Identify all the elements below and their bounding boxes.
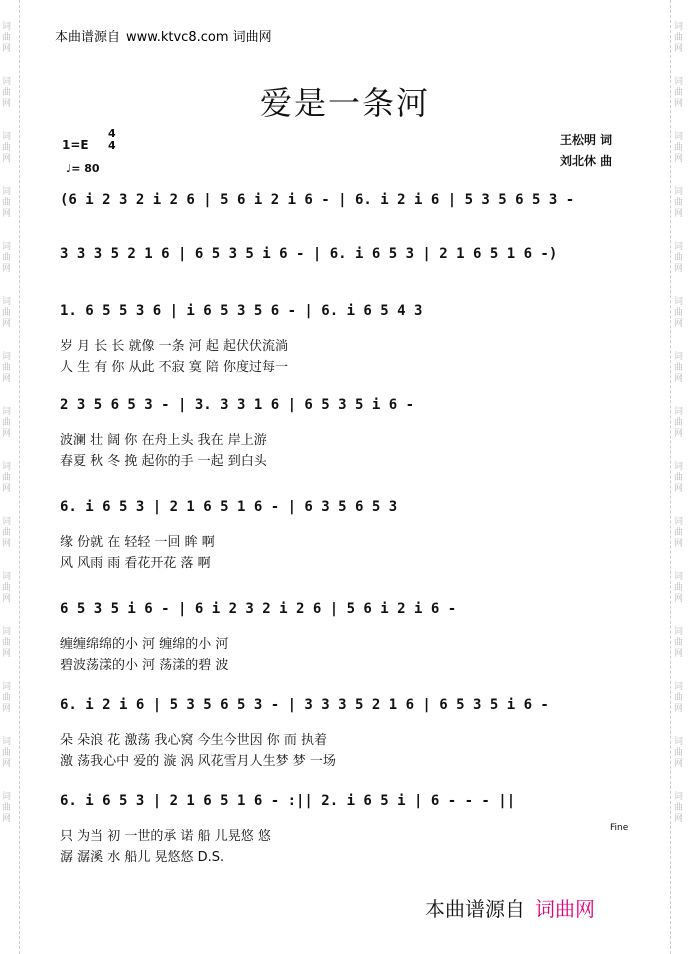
key-signature: 1=E xyxy=(62,138,89,152)
side-watermark-text xyxy=(2,792,16,825)
side-watermark-char: 词 xyxy=(2,77,12,87)
footer xyxy=(425,893,595,922)
tempo-marking: ♩= 80 xyxy=(66,162,100,175)
song-title: 爱是一条河 xyxy=(259,84,430,122)
side-watermark-char: 词 xyxy=(2,682,12,692)
side-watermark-char: 网 xyxy=(2,374,12,384)
left-watermark-strip xyxy=(2,0,20,954)
side-watermark-text xyxy=(2,297,16,330)
side-watermark-char: 网 xyxy=(674,814,684,824)
side-watermark-char: 词 xyxy=(674,187,684,197)
side-watermark-text xyxy=(674,627,688,660)
side-watermark-text xyxy=(674,242,688,275)
lyric-line-1: 缠缠绵绵的小 河 缠绵的小 河 xyxy=(60,637,229,652)
side-watermark-char: 词 xyxy=(674,737,684,747)
side-watermark-char: 词 xyxy=(674,627,684,637)
side-watermark-char: 曲 xyxy=(2,363,12,373)
side-watermark-char: 网 xyxy=(2,44,12,54)
side-watermark-char: 网 xyxy=(2,99,12,109)
side-watermark-char: 网 xyxy=(674,374,684,384)
side-watermark-text xyxy=(2,737,16,770)
side-watermark-char: 网 xyxy=(2,539,12,549)
side-watermark-char: 网 xyxy=(2,704,12,714)
side-watermark-char: 词 xyxy=(674,792,684,802)
side-watermark-char: 网 xyxy=(674,484,684,494)
side-watermark-char: 曲 xyxy=(674,363,684,373)
time-signature xyxy=(108,128,116,152)
side-watermark-text xyxy=(2,242,16,275)
side-watermark-text xyxy=(674,297,688,330)
side-watermark-char: 曲 xyxy=(2,693,12,703)
side-watermark-text xyxy=(2,352,16,385)
lyric-line-2: 人 生 有 你 从此 不寂 寞 陪 你度过每一 xyxy=(60,360,289,375)
footer-site-link[interactable]: 词曲网 xyxy=(535,897,595,921)
side-watermark-char: 曲 xyxy=(674,748,684,758)
side-watermark-char: 词 xyxy=(2,187,12,197)
side-watermark-char: 曲 xyxy=(2,473,12,483)
side-watermark-text xyxy=(674,22,688,55)
side-watermark-char: 词 xyxy=(2,22,12,32)
side-watermark-char: 词 xyxy=(674,352,684,362)
lyric-line-2: 潺 潺溪 水 船儿 晃悠悠 D.S. xyxy=(60,850,225,865)
side-watermark-char: 曲 xyxy=(674,418,684,428)
side-watermark-char: 网 xyxy=(674,44,684,54)
side-watermark-text xyxy=(674,737,688,770)
meter-bottom: 4 xyxy=(108,139,116,152)
side-watermark-text xyxy=(2,187,16,220)
side-watermark-text xyxy=(2,682,16,715)
lyric-line-1: 只 为当 初 一世的承 诺 船 儿晃悠 悠 xyxy=(60,829,271,844)
lyric-line-1: 缘 份就 在 轻轻 一回 眸 啊 xyxy=(60,535,215,550)
side-watermark-char: 曲 xyxy=(674,638,684,648)
side-watermark-char: 词 xyxy=(674,132,684,142)
side-watermark-char: 网 xyxy=(674,649,684,659)
side-watermark-char: 曲 xyxy=(2,143,12,153)
side-watermark-char: 词 xyxy=(2,462,12,472)
side-watermark-char: 词 xyxy=(2,242,12,252)
side-watermark-char: 网 xyxy=(674,99,684,109)
staff-notes: 1. 6 5 5 3 6 | i 6 5 3 5 6 - | 6. i 6 5 4 3 xyxy=(60,303,423,319)
side-watermark-char: 曲 xyxy=(2,308,12,318)
side-watermark-char: 网 xyxy=(674,704,684,714)
side-watermark-text xyxy=(2,462,16,495)
side-watermark-text xyxy=(674,132,688,165)
side-watermark-char: 网 xyxy=(2,429,12,439)
header xyxy=(55,26,272,45)
side-watermark-char: 曲 xyxy=(2,198,12,208)
side-watermark-char: 词 xyxy=(674,77,684,87)
side-watermark-char: 曲 xyxy=(674,88,684,98)
staff-notes: 3 3 3 5 2 1 6 | 6 5 3 5 i 6 - | 6. i 6 5 3 | 2 1 6 5 1 6 -) xyxy=(60,246,558,262)
side-watermark-char: 曲 xyxy=(674,308,684,318)
side-watermark-char: 词 xyxy=(674,297,684,307)
side-watermark-char: 词 xyxy=(2,407,12,417)
side-watermark-char: 网 xyxy=(2,594,12,604)
side-watermark-char: 词 xyxy=(2,297,12,307)
lyric-line-1: 波澜 壮 阔 你 在舟上头 我在 岸上游 xyxy=(60,433,267,448)
lyric-line-2: 激 荡我心中 爱的 漩 涡 风花雪月人生梦 梦 一场 xyxy=(60,754,336,769)
header-site[interactable]: www.ktvc8.com 词曲网 xyxy=(126,30,272,45)
staff-notes: (6 i 2 3 2 i 2 6 | 5 6 i 2 i 6 - | 6. i 2 i 6 | 5 3 5 6 5 3 - xyxy=(60,192,575,208)
side-watermark-char: 词 xyxy=(674,682,684,692)
side-watermark-char: 网 xyxy=(2,319,12,329)
staff-notes: 6. i 2 i 6 | 5 3 5 6 5 3 - | 3 3 3 5 2 1 6 | 6 5 3 5 i 6 - xyxy=(60,697,549,713)
side-watermark-char: 曲 xyxy=(2,803,12,813)
credits xyxy=(560,130,612,172)
side-watermark-char: 词 xyxy=(2,737,12,747)
side-watermark-text xyxy=(2,517,16,550)
side-watermark-char: 词 xyxy=(2,517,12,527)
side-watermark-char: 网 xyxy=(674,319,684,329)
side-watermark-char: 曲 xyxy=(2,638,12,648)
lyric-line-1: 朵 朵浪 花 激荡 我心窝 今生今世因 你 而 执着 xyxy=(60,733,328,748)
lyric-line-2: 风 风雨 雨 看花开花 落 啊 xyxy=(60,556,211,571)
side-watermark-char: 曲 xyxy=(674,693,684,703)
side-watermark-char: 曲 xyxy=(2,33,12,43)
lyricist-credit: 王松明 词 xyxy=(560,133,613,147)
side-watermark-char: 网 xyxy=(2,484,12,494)
side-watermark-text xyxy=(674,352,688,385)
side-watermark-text xyxy=(2,407,16,440)
lyric-line-2: 春夏 秋 冬 挽 起你的手 一起 到白头 xyxy=(60,454,267,469)
side-watermark-text xyxy=(674,517,688,550)
side-watermark-char: 网 xyxy=(2,264,12,274)
fine-marking: Fine xyxy=(610,823,629,833)
staff-notes: 2 3 5 6 5 3 - | 3. 3 3 1 6 | 6 5 3 5 i 6 - xyxy=(60,397,415,413)
side-watermark-char: 网 xyxy=(674,154,684,164)
staff-notes: 6. i 6 5 3 | 2 1 6 5 1 6 - :|| 2. i 6 5 i | 6 - - - || xyxy=(60,793,516,809)
side-watermark-char: 曲 xyxy=(674,143,684,153)
right-watermark-strip xyxy=(670,0,688,954)
meter-top: 4 xyxy=(108,127,116,140)
side-watermark-text xyxy=(2,132,16,165)
side-watermark-char: 词 xyxy=(2,572,12,582)
side-watermark-char: 曲 xyxy=(2,253,12,263)
side-watermark-text xyxy=(2,22,16,55)
side-watermark-char: 网 xyxy=(674,429,684,439)
side-watermark-text xyxy=(674,407,688,440)
side-watermark-char: 曲 xyxy=(674,473,684,483)
side-watermark-char: 网 xyxy=(674,539,684,549)
composer-credit: 刘北休 曲 xyxy=(560,154,613,168)
side-watermark-text xyxy=(674,572,688,605)
side-watermark-text xyxy=(2,627,16,660)
footer-text: 本曲谱源自 xyxy=(425,897,525,921)
side-watermark-char: 曲 xyxy=(674,198,684,208)
side-watermark-text xyxy=(674,462,688,495)
side-watermark-char: 网 xyxy=(2,154,12,164)
side-watermark-char: 词 xyxy=(674,517,684,527)
side-watermark-char: 网 xyxy=(2,649,12,659)
side-watermark-char: 词 xyxy=(674,407,684,417)
side-watermark-char: 网 xyxy=(2,209,12,219)
side-watermark-char: 词 xyxy=(674,572,684,582)
side-watermark-text xyxy=(674,187,688,220)
side-watermark-char: 曲 xyxy=(674,253,684,263)
lyric-line-1: 岁 月 长 长 就像 一条 河 起 起伏伏流淌 xyxy=(60,339,289,354)
side-watermark-char: 曲 xyxy=(674,33,684,43)
side-watermark-char: 网 xyxy=(2,814,12,824)
side-watermark-char: 词 xyxy=(674,22,684,32)
side-watermark-char: 曲 xyxy=(674,803,684,813)
side-watermark-char: 词 xyxy=(2,352,12,362)
lyric-line-2: 碧波荡漾的小 河 荡漾的碧 波 xyxy=(60,658,229,673)
side-watermark-char: 网 xyxy=(674,209,684,219)
side-watermark-char: 网 xyxy=(674,759,684,769)
side-watermark-char: 网 xyxy=(674,594,684,604)
side-watermark-char: 曲 xyxy=(674,583,684,593)
side-watermark-char: 曲 xyxy=(674,528,684,538)
side-watermark-char: 曲 xyxy=(2,88,12,98)
side-watermark-char: 词 xyxy=(2,627,12,637)
side-watermark-char: 词 xyxy=(674,242,684,252)
side-watermark-char: 曲 xyxy=(2,583,12,593)
side-watermark-text xyxy=(674,682,688,715)
side-watermark-text xyxy=(2,572,16,605)
side-watermark-char: 曲 xyxy=(2,528,12,538)
side-watermark-char: 网 xyxy=(2,759,12,769)
header-text: 本曲谱源自 xyxy=(55,30,121,45)
side-watermark-char: 曲 xyxy=(2,418,12,428)
staff-notes: 6. i 6 5 3 | 2 1 6 5 1 6 - | 6 3 5 6 5 3 xyxy=(60,499,398,515)
side-watermark-text xyxy=(674,792,688,825)
side-watermark-char: 词 xyxy=(674,462,684,472)
side-watermark-char: 曲 xyxy=(2,748,12,758)
side-watermark-char: 词 xyxy=(2,792,12,802)
side-watermark-char: 词 xyxy=(2,132,12,142)
staff-notes: 6 5 3 5 i 6 - | 6 i 2 3 2 i 2 6 | 5 6 i 2 i 6 - xyxy=(60,601,457,617)
side-watermark-char: 网 xyxy=(674,264,684,274)
